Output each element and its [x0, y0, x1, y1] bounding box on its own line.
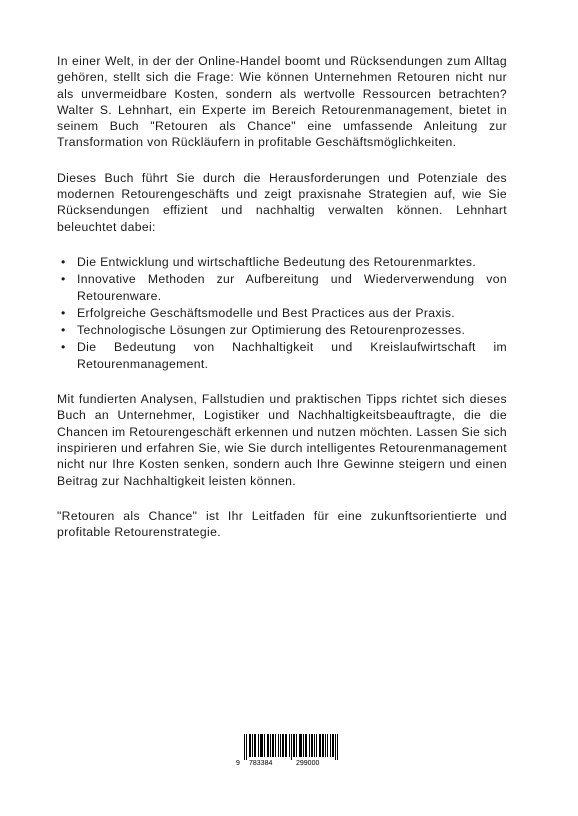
barcode-bar [275, 734, 276, 757]
barcode-bar [286, 734, 287, 757]
barcode-bar [327, 734, 328, 757]
barcode-bar [255, 734, 256, 757]
barcode-bar [309, 734, 310, 757]
barcode-bar [262, 734, 263, 757]
barcode-bar [296, 734, 297, 757]
barcode-bar [291, 734, 292, 760]
barcode-bar [254, 734, 255, 757]
barcode-bar [330, 734, 331, 757]
barcode-bar [264, 734, 265, 757]
barcode-digits [236, 760, 344, 770]
barcode-bar [293, 734, 294, 757]
barcode-bar [252, 734, 253, 757]
barcode-bar [319, 734, 320, 757]
barcode-bar [320, 734, 321, 757]
back-cover-text [57, 53, 507, 559]
barcode-bar [289, 734, 290, 757]
bullet-icon: • [61, 323, 66, 338]
barcode-icon [236, 734, 344, 760]
barcode-bar [246, 734, 247, 760]
barcode-bar [299, 734, 300, 757]
list-item-text: Die Entwicklung und wirtschaftliche Bedeutung des Retourenmarktes. [77, 254, 477, 269]
barcode-bar [305, 734, 306, 757]
barcode-bar [306, 734, 307, 757]
barcode-bar [249, 734, 250, 757]
barcode-bar [325, 734, 326, 757]
list-item [57, 271, 507, 304]
barcode-bar [285, 734, 286, 757]
list-item-text: Technologische Lösungen zur Optimierung des Retourenprozesses. [77, 323, 466, 338]
intro-paragraph: In einer Welt, in der der Online-Handel boomt und Rücksendungen zum Alltag gehören, stellt sich die Frage: Wie können Unternehmen Retouren nicht nur als unvermeidbare Kosten, sondern als wertvolle Ressourcen betrachten? Walter S. Lehnhart, ein Experte im Bereich Retourenmanagement, bietet in seinem Buch "Retouren als Chance" eine umfassende Anleitung zur Transformation von Rückläufern in profitable Geschäftsmöglichkeiten. [57, 54, 507, 150]
barcode-bar [323, 734, 324, 757]
barcode-bar [268, 734, 269, 757]
barcode-bar [260, 734, 261, 757]
barcode-bar [258, 734, 259, 757]
barcode-bar [316, 734, 317, 757]
list-item [57, 254, 507, 270]
list-item-text: Innovative Methoden zur Aufbereitung und Wiederverwendung von Retourenware. [77, 272, 507, 303]
list-item-text: Erfolgreiche Geschäftsmodelle und Best Practices aus der Praxis. [77, 305, 456, 320]
barcode-bar [250, 734, 251, 757]
barcode-bar [332, 734, 333, 757]
barcode-bar [337, 734, 338, 760]
topics-list [57, 254, 507, 372]
bullet-icon: • [61, 254, 66, 269]
isbn-barcode [236, 734, 344, 768]
barcode-bar [261, 734, 262, 757]
barcode-bar [280, 734, 281, 757]
audience-paragraph: Mit fundierten Analysen, Fallstudien und praktischen Tipps richtet sich dieses Buch an Unternehmer, Logistiker und Nachhaltigkeitsbeauftragte, die die Chancen im Retourengeschäft erkennen und nutzen möchten. Lassen Sie sich inspirieren und erfahren Sie, wie Sie durch intelligentes Retourenmanagement nicht nur Ihre Kosten senken, sondern auch Ihre Gewinne steigern und einen Beitrag zur Nachhaltigkeit leisten können. [57, 392, 507, 488]
barcode-bar [303, 734, 304, 757]
barcode-bar [244, 734, 245, 760]
barcode-bar [267, 734, 268, 757]
closing-paragraph: "Retouren als Chance" ist Ihr Leitfaden für eine zukunftsorientierte und profitable Retourenstrategie. [57, 508, 507, 540]
bullet-icon: • [61, 305, 66, 320]
barcode-bar [314, 734, 315, 757]
barcode-bar [282, 734, 283, 757]
barcode-bar [272, 734, 273, 757]
barcode-bar [335, 734, 336, 760]
overview-paragraph: Dieses Buch führt Sie durch die Herausforderungen und Potenziale des modernen Retourengeschäfts und zeigt praxisnahe Strategien auf, wie Sie Rücksendungen effizient und nachhaltig verwalten können. Lehnhart beleuchtet dabei: [57, 170, 507, 234]
list-item-text: Die Bedeutung von Nachhaltigkeit und Kreislaufwirtschaft im Retourenmanagement. [77, 340, 507, 371]
barcode-lead-digit: 9 [236, 760, 240, 767]
barcode-bar [300, 734, 301, 757]
barcode-right-group: 299000 [296, 760, 320, 767]
bullet-icon: • [61, 272, 66, 287]
barcode-bar [278, 734, 279, 757]
barcode-bar [294, 734, 295, 757]
barcode-bar [270, 734, 271, 757]
list-item [57, 322, 507, 338]
barcode-bar [312, 734, 313, 757]
barcode-bar [273, 734, 274, 757]
list-item [57, 339, 507, 372]
barcode-left-group: 783384 [249, 760, 273, 767]
barcode-bar [301, 734, 302, 757]
barcode-bar [283, 734, 284, 757]
list-item [57, 305, 507, 321]
bullet-icon: • [61, 340, 66, 355]
barcode-bar [333, 734, 334, 757]
barcode-bar [311, 734, 312, 757]
barcode-bar [322, 734, 323, 757]
